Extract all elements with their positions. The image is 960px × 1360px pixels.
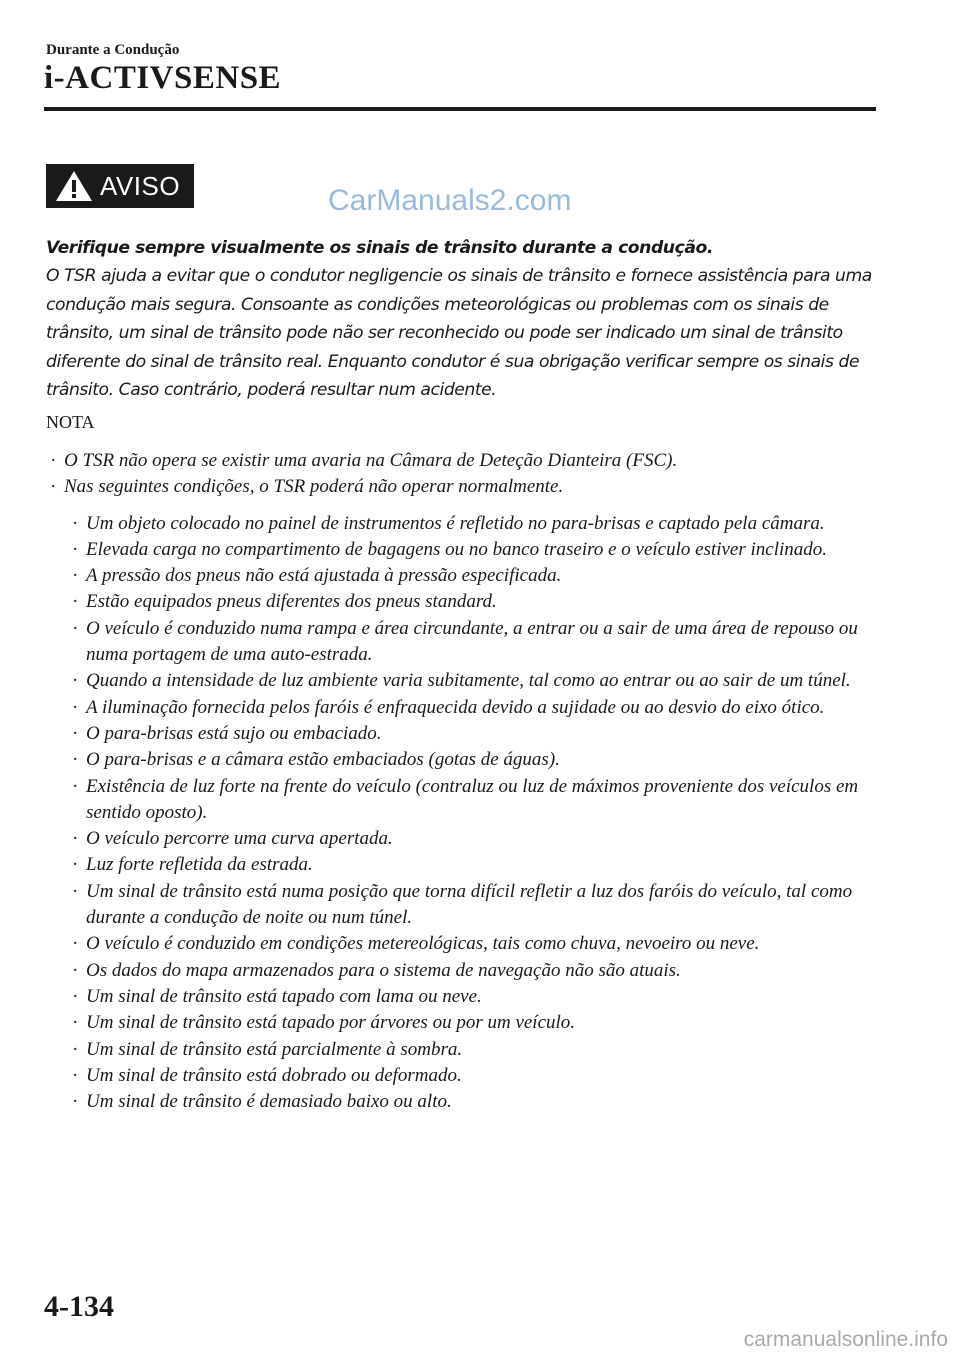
condition-item: · Um objeto colocado no painel de instrumentos é refletido no para-brisas e captado pela câmara.	[68, 511, 878, 537]
condition-item: · Um sinal de trânsito está tapado por árvores ou por um veículo.	[68, 1010, 878, 1036]
page-title: i-ACTIVSENSE	[44, 60, 282, 96]
note-label: NOTA	[46, 412, 95, 432]
watermark: CarManuals2.com	[328, 184, 572, 217]
condition-item: · O para-brisas está sujo ou embaciado.	[68, 721, 878, 747]
condition-item: · Quando a intensidade de luz ambiente varia subitamente, tal como ao entrar ou ao sair de um túnel.	[68, 668, 878, 694]
condition-item: · Um sinal de trânsito é demasiado baixo ou alto.	[68, 1089, 878, 1115]
condition-item: · Estão equipados pneus diferentes dos pneus standard.	[68, 589, 878, 615]
condition-item: · O veículo percorre uma curva apertada.	[68, 826, 878, 852]
note-list	[46, 448, 878, 1115]
warning-label: AVISO	[100, 170, 181, 201]
condition-item: · A iluminação fornecida pelos faróis é enfraquecida devido a sujidade ou ao desvio do eixo ótico.	[68, 695, 878, 721]
warning-heading: Verifique sempre visualmente os sinais de trânsito durante a condução.	[46, 238, 713, 258]
condition-item: · Luz forte refletida da estrada.	[68, 852, 878, 878]
note-item: · O TSR não opera se existir uma avaria na Câmara de Deteção Dianteira (FSC).	[46, 448, 878, 474]
condition-item: · O veículo é conduzido numa rampa e área circundante, a entrar ou a sair de uma área de repouso ou numa portagem de uma auto-estrada.	[68, 616, 878, 669]
condition-item: · A pressão dos pneus não está ajustada à pressão especificada.	[68, 563, 878, 589]
condition-item: · Os dados do mapa armazenados para o sistema de navegação não são atuais.	[68, 958, 878, 984]
warning-triangle-icon	[54, 168, 94, 204]
condition-item: · O para-brisas e a câmara estão embaciados (gotas de águas).	[68, 747, 878, 773]
condition-item: · Existência de luz forte na frente do veículo (contraluz ou luz de máximos proveniente dos veículos em sentido oposto).	[68, 774, 878, 827]
footer-watermark: carmanualsonline.info	[743, 1328, 948, 1351]
warning-text	[46, 234, 878, 404]
page-number: 4-134	[44, 1290, 114, 1323]
note-item: · Nas seguintes condições, o TSR poderá não operar normalmente.	[46, 474, 878, 500]
section-title: Durante a Condução	[46, 42, 180, 58]
header-divider	[44, 107, 876, 111]
condition-item: · Elevada carga no compartimento de bagagens ou no banco traseiro e o veículo estiver inclinado.	[68, 537, 878, 563]
condition-item: · Um sinal de trânsito está numa posição que torna difícil refletir a luz dos faróis do veículo, tal como durante a condução de noite ou num túnel.	[68, 879, 878, 932]
condition-item: · Um sinal de trânsito está dobrado ou deformado.	[68, 1063, 878, 1089]
condition-item: · Um sinal de trânsito está tapado com lama ou neve.	[68, 984, 878, 1010]
condition-item: · Um sinal de trânsito está parcialmente à sombra.	[68, 1037, 878, 1063]
condition-item: · O veículo é conduzido em condições metereológicas, tais como chuva, nevoeiro ou neve.	[68, 931, 878, 957]
warning-badge	[46, 164, 194, 208]
warning-paragraph: O TSR ajuda a evitar que o condutor negligencie os sinais de trânsito e fornece assistência para uma condução mais segura. Consoante as condições meteorológicas ou problemas com os sinais de trânsito, um sinal de trânsito pode não ser reconhecido ou pode ser indicado um sinal de trânsito diferente do sinal de trânsito real. Enquanto condutor é sua obrigação verificar sempre os sinais de trânsito. Caso contrário, poderá resultar num acidente.	[46, 266, 872, 401]
